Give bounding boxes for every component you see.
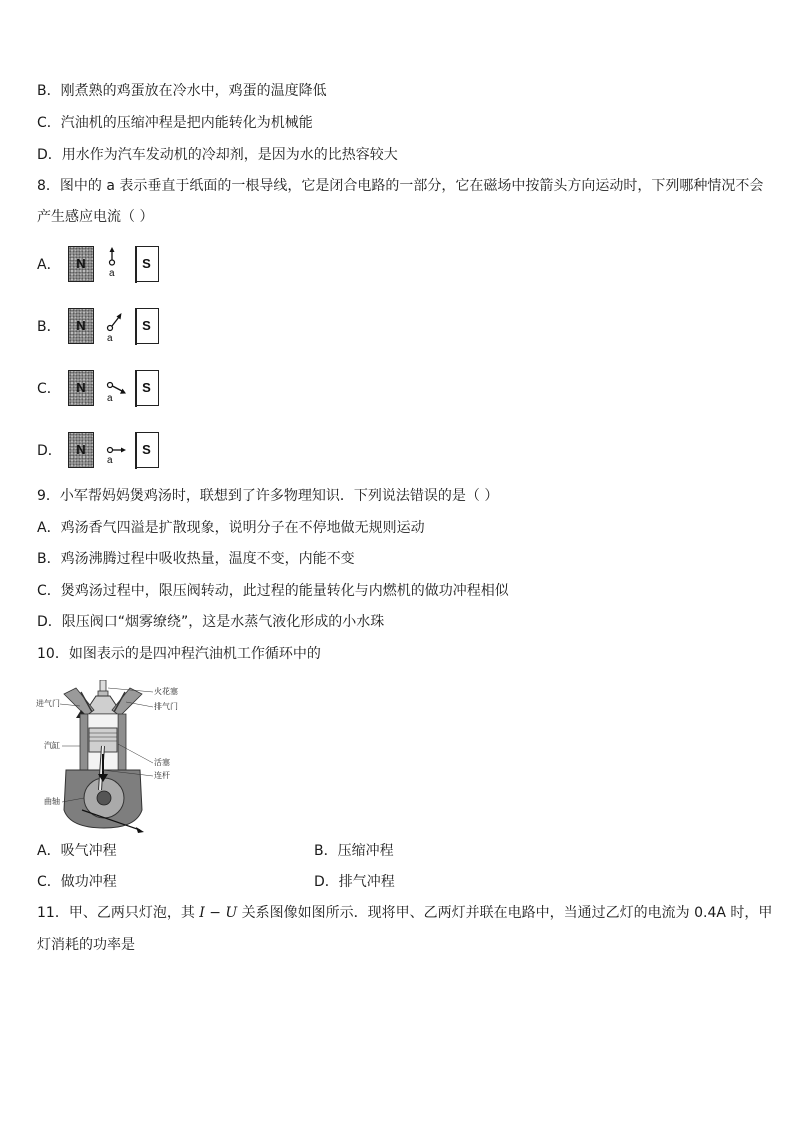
wire-up-arrow-icon — [104, 246, 132, 286]
q7-option-d: D．用水作为汽车发动机的冷却剂，是因为水的比热容较大 — [37, 147, 398, 163]
svg-text:连杆: 连杆 — [154, 771, 170, 780]
q11-stem-line2: 灯消耗的功率是 — [37, 937, 135, 953]
north-pole-magnet: N — [68, 246, 94, 282]
q8-option-d-label: D． — [37, 443, 62, 459]
svg-text:汽缸: 汽缸 — [44, 741, 60, 750]
wire-right-arrow-icon — [104, 432, 132, 472]
q9-option-d: D．限压阀口“烟雾缭绕”，这是水蒸气液化形成的小水珠 — [37, 614, 385, 630]
q10-option-d: D．排气冲程 — [314, 874, 395, 890]
four-stroke-engine-diagram — [36, 680, 196, 835]
north-pole-magnet: N — [68, 432, 94, 468]
q8-option-b-figure — [68, 308, 168, 348]
q10-stem: 10．如图表示的是四冲程汽油机工作循环中的 — [37, 646, 321, 662]
q10-option-a: A．吸气冲程 — [37, 843, 117, 859]
q7-option-b: B．刚煮熟的鸡蛋放在冷水中，鸡蛋的温度降低 — [37, 83, 327, 99]
svg-text:a: a — [109, 268, 115, 279]
q9-option-a: A．鸡汤香气四溢是扩散现象，说明分子在不停地做无规则运动 — [37, 520, 425, 536]
north-pole-magnet: N — [68, 370, 94, 406]
q8-option-c-label: C． — [37, 381, 61, 397]
south-pole-magnet: S — [135, 246, 159, 282]
q10-option-c: C．做功冲程 — [37, 874, 117, 890]
south-pole-magnet: S — [135, 432, 159, 468]
svg-text:进气门: 进气门 — [36, 699, 60, 708]
svg-text:火花塞: 火花塞 — [154, 687, 178, 696]
svg-text:a: a — [107, 333, 113, 344]
q10-option-b: B．压缩冲程 — [314, 843, 394, 859]
q8-option-c-figure — [68, 370, 168, 410]
wire-down-right-arrow-icon — [104, 370, 132, 410]
q8-option-b-label: B． — [37, 319, 61, 335]
svg-text:a: a — [107, 393, 113, 404]
q8-option-d-figure — [68, 432, 168, 472]
q9-stem: 9．小军帮妈妈煲鸡汤时，联想到了许多物理知识．下列说法错误的是（ ） — [37, 488, 499, 504]
q7-option-c: C．汽油机的压缩冲程是把内能转化为机械能 — [37, 115, 313, 131]
svg-text:排气门: 排气门 — [154, 702, 178, 711]
q8-stem-line1: 8．图中的 a 表示垂直于纸面的一根导线，它是闭合电路的一部分，它在磁场中按箭头方向运动时，下列哪种情况不会 — [37, 178, 764, 194]
q11-stem-line1: 11．甲、乙两只灯泡，其 I − U 关系图像如图所示．现将甲、乙两灯并联在电路中，当通过乙灯的电流为 0.4A 时，甲 — [37, 905, 773, 921]
south-pole-magnet: S — [135, 308, 159, 344]
q9-option-b: B．鸡汤沸腾过程中吸收热量，温度不变，内能不变 — [37, 551, 355, 567]
north-pole-magnet: N — [68, 308, 94, 344]
svg-text:曲轴: 曲轴 — [44, 797, 60, 806]
q8-option-a-figure — [68, 246, 168, 286]
svg-text:活塞: 活塞 — [154, 758, 170, 767]
wire-up-right-arrow-icon — [104, 308, 132, 348]
q9-option-c: C．煲鸡汤过程中，限压阀转动，此过程的能量转化与内燃机的做功冲程相似 — [37, 583, 509, 599]
q8-option-a-label: A． — [37, 257, 61, 273]
q8-stem-line2: 产生感应电流（ ） — [37, 209, 154, 225]
svg-text:a: a — [107, 455, 113, 466]
south-pole-magnet: S — [135, 370, 159, 406]
